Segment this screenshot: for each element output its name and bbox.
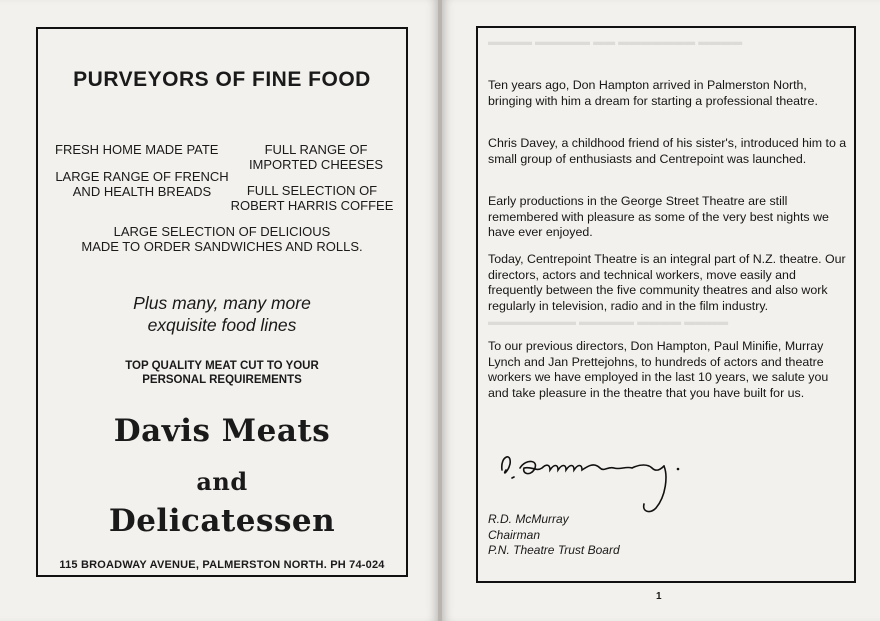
coffee-item	[222, 183, 402, 213]
business-name-line-2: and	[196, 467, 248, 496]
more-food-line-1: Plus many, many more	[133, 293, 311, 313]
right-page	[442, 0, 880, 621]
left-page	[0, 0, 438, 621]
cheese-line-1: FULL RANGE OF	[264, 142, 368, 157]
page-number: 1	[656, 591, 662, 602]
letter-paragraph-1: Ten years ago, Don Hampton arrived in Palmerston North, bringing with him a dream for starting a professional theatre.	[488, 78, 818, 108]
show-through-text: ▬▬▬▬▬▬▬▬ ▬▬▬▬▬ ▬▬▬▬ ▬▬▬▬	[488, 316, 729, 328]
cheese-item	[234, 142, 398, 172]
letter-paragraph-3: Early productions in the George Street Theatre are still remembered with pleasure as some of the very best nights we have ever enjoyed.	[488, 194, 829, 240]
signatory-name: R.D. McMurray	[488, 512, 569, 526]
bread-item	[44, 169, 240, 199]
bread-line-1: LARGE RANGE OF FRENCH	[55, 169, 229, 184]
ad-heading: PURVEYORS OF FINE FOOD	[73, 68, 371, 91]
letter-box	[476, 26, 856, 583]
sandwich-line-2: MADE TO ORDER SANDWICHES AND ROLLS.	[81, 239, 363, 254]
letter-paragraph-5: To our previous directors, Don Hampton, Paul Minifie, Murray Lynch and Jan Prettejohns, to hundreds of actors and theatre workers we have employed in the last 10 years, we salute you and take pleasure in the theatre that you have built for us.	[488, 339, 829, 400]
shop-address: 115 BROADWAY AVENUE, PALMERSTON NORTH. PH 74-024	[59, 559, 385, 571]
coffee-line-2: ROBERT HARRIS COFFEE	[230, 198, 394, 213]
bread-line-2: AND HEALTH BREADS	[72, 184, 212, 199]
signature	[496, 446, 696, 516]
more-food-lines	[38, 292, 406, 336]
cheese-line-2: IMPORTED CHEESES	[248, 157, 384, 172]
advertisement-box	[36, 27, 408, 577]
sandwich-item	[38, 224, 406, 254]
coffee-line-1: FULL SELECTION OF	[246, 183, 378, 198]
letter-paragraph-4: Today, Centrepoint Theatre is an integral part of N.Z. theatre. Our directors, actors and technical workers, move easily and frequently between the five community theatres and also work regularly in television, radio and in the film industry.	[488, 252, 846, 313]
meat-quality-note	[38, 359, 406, 387]
sandwich-line-1: LARGE SELECTION OF DELICIOUS	[113, 224, 331, 239]
business-name-line-1: Davis Meats	[113, 413, 331, 449]
signatory-block	[488, 512, 620, 559]
more-food-line-2: exquisite food lines	[147, 315, 297, 335]
meat-quality-line-1: TOP QUALITY MEAT CUT TO YOUR	[125, 360, 319, 372]
signatory-title: Chairman	[488, 527, 541, 542]
show-through-text: ▬▬▬▬ ▬▬▬▬▬ ▬▬ ▬▬▬▬▬▬▬ ▬▬▬▬	[488, 36, 743, 48]
business-name-line-3: Delicatessen	[108, 503, 336, 539]
pate-line: FRESH HOME MADE PATE	[55, 142, 219, 157]
letter-paragraph-2: Chris Davey, a childhood friend of his sister's, introduced him to a small group of enthusiasts and Centrepoint was launched.	[488, 136, 847, 166]
signatory-organisation: P.N. Theatre Trust Board	[488, 543, 620, 557]
pate-item	[55, 142, 225, 157]
meat-quality-line-2: PERSONAL REQUIREMENTS	[142, 374, 302, 386]
